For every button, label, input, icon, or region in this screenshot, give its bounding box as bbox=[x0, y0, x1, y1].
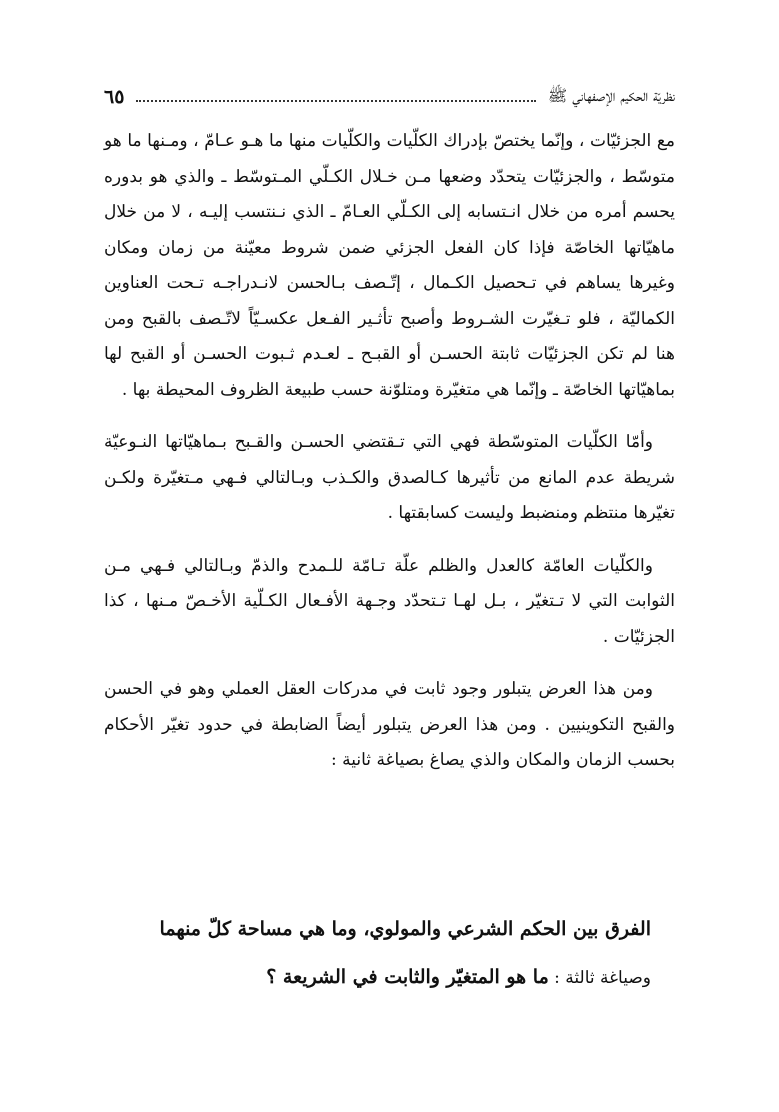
paragraph-1: مع الجزئيّات ، وإنّما يختصّ بإدراك الكلّيات والكلّيات منها ما هـو عـامّ ، ومـنها ما هو متوسّط ، والجزئيّات يتحدّد وضعها مـن خـلال الكـلّي المـتوسّط ـ والذي هو بدوره يحسم أمره من خلال انـتسابه إلى الكـلّي العـامّ ـ الذي نـنتسب إليـه ، لا من خلال ماهيّاتها الخاصّة فإذا كان الفعل الجزئي ضمن شروط معيّنة من زمان ومكان وغيرها يساهم في تـحصيل الكـمال ، إتّـصف بـالحسن لانـدراجـه تـحت العناوين الكماليّة ، فلو تـغيّرت الشـروط وأصبح تأثـير الفـعل عكسـيّاً لاتّـصف بالقبح ومن هنا لم تكن الجزئيّات ثابتة الحسـن أو القبـح ـ لعـدم ثـبوت الحسـن أو القبح لها بماهيّاتها الخاصّة ـ وإنّما هي متغيّرة ومتلوّنة حسب طبيعة الظروف المحيطة بها . bbox=[104, 131, 676, 400]
paragraph-4: ومن هذا العرض يتبلور وجود ثابت في مدركات العقل العملي وهو في الحسن والقبح التكوينيين . ومن هذا العرض يتبلور أيضاً الضابطة في حدود تغيّر الأحكام بحسب الزمان والمكان والذي يصاغ بصياغة ثانية : bbox=[104, 679, 675, 770]
paragraph-2: وأمّا الكلّيات المتوسّطة فهي التي تـقتضي الحسـن والقـبح بـماهيّاتها النـوعيّة شريطة عدم المانع من تأثيرها كـالصدق والكـذب وبـالتالي فـهي مـتغيّرة ولكـن تغيّرها منتظم ومنضبط وليست كسابقتها . bbox=[104, 432, 675, 523]
third-formulation-question: ما هو المتغيّر والثابت في الشريعة ؟ bbox=[266, 966, 549, 988]
section-heading: الفرق بين الحكم الشرعي والمولوي، وما هي مساحة كلّ منهما bbox=[159, 918, 651, 940]
page-number: ٦٥ bbox=[104, 86, 125, 108]
running-header-title: نظريّة الحكيم الإصفهاني ﷺ bbox=[547, 85, 675, 105]
running-header bbox=[104, 82, 675, 112]
third-formulation-line bbox=[266, 966, 651, 988]
body-text bbox=[104, 124, 675, 779]
paragraph-3: والكلّيات العامّة كالعدل والظلم علّة تـامّة للـمدح والذمّ وبـالتالي فـهي مـن الثوابت التي لا تـتغيّر ، بـل لهـا تـتحدّد وجـهة الأفـعال الكـلّية الأخـصّ مـنها ، كذا الجزئيّات . bbox=[104, 555, 675, 647]
third-formulation-lead: وصياغة ثالثة : bbox=[554, 968, 651, 988]
dotted-leader bbox=[136, 100, 535, 102]
